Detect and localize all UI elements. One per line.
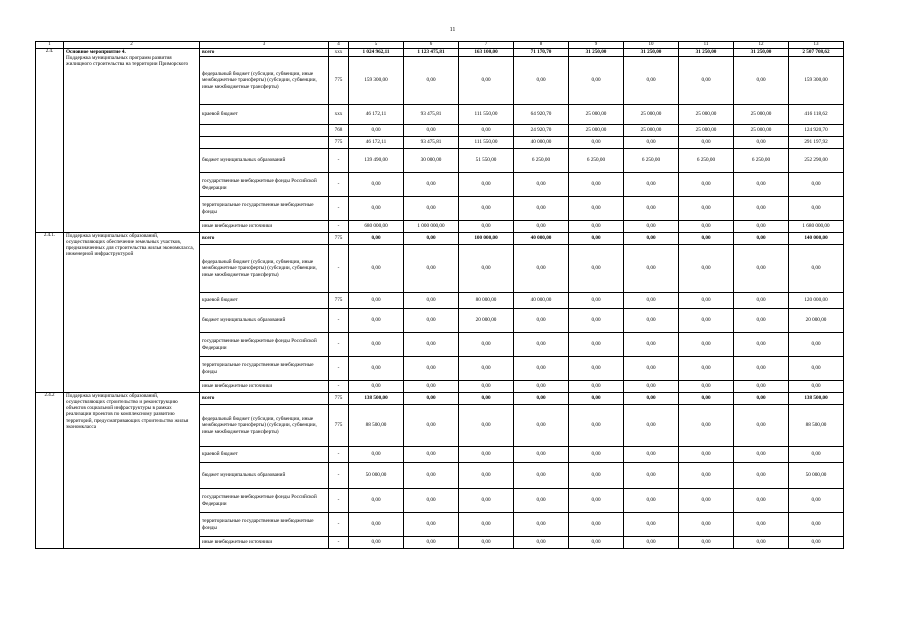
- amount-cell: 0,00: [459, 447, 514, 463]
- amount-cell: 0,00: [569, 513, 624, 537]
- amount-cell: 0,00: [514, 513, 569, 537]
- amount-cell: 0,00: [349, 381, 404, 393]
- amount-cell: 2 507 708,62: [789, 49, 844, 57]
- funding-source: федеральный бюджет (субсидии, субвенции, иные межбюджетные трансферты) (субсидии, субвенции, иные межбюджетные трансферты): [200, 57, 329, 105]
- amount-cell: 0,00: [569, 309, 624, 333]
- funding-source: краевой бюджет: [200, 293, 329, 309]
- amount-cell: 0,00: [404, 293, 459, 309]
- amount-cell: 0,00: [679, 57, 734, 105]
- amount-cell: 40 000,00: [514, 137, 569, 149]
- amount-cell: 20 000,00: [459, 309, 514, 333]
- funding-source: бюджет муниципальных образований: [200, 463, 329, 489]
- amount-cell: 0,00: [404, 393, 459, 405]
- column-number: 2: [64, 42, 200, 49]
- total-row: [36, 233, 844, 245]
- amount-cell: 0,00: [624, 463, 679, 489]
- amount-cell: 20 000,00: [789, 309, 844, 333]
- amount-cell: 0,00: [349, 537, 404, 549]
- amount-cell: 0,00: [514, 333, 569, 357]
- amount-cell: 25 000,00: [734, 125, 789, 137]
- amount-cell: 0,00: [349, 513, 404, 537]
- amount-cell: 0,00: [624, 447, 679, 463]
- amount-cell: 159 300,00: [349, 57, 404, 105]
- budget-code: 775: [329, 393, 349, 405]
- funding-source: [200, 125, 329, 137]
- column-number: 9: [569, 42, 624, 49]
- amount-cell: 0,00: [734, 137, 789, 149]
- funding-source: всего: [200, 49, 329, 57]
- amount-cell: 0,00: [349, 245, 404, 293]
- amount-cell: 0,00: [349, 309, 404, 333]
- amount-cell: 0,00: [734, 393, 789, 405]
- funding-source: государственные внебюджетные фонды Российской Федерации: [200, 489, 329, 513]
- amount-cell: 0,00: [514, 405, 569, 447]
- amount-cell: 0,00: [679, 293, 734, 309]
- amount-cell: 0,00: [404, 197, 459, 221]
- page-number: 11: [449, 27, 456, 33]
- column-number: 4: [329, 42, 349, 49]
- amount-cell: 0,00: [734, 57, 789, 105]
- amount-cell: 0,00: [569, 357, 624, 381]
- funding-source: федеральный бюджет (субсидии, субвенции, иные межбюджетные трансферты) (субсидии, субвенции, иные межбюджетные трансферты): [200, 245, 329, 293]
- amount-cell: 0,00: [679, 357, 734, 381]
- amount-cell: 0,00: [459, 381, 514, 393]
- amount-cell: 0,00: [514, 381, 569, 393]
- amount-cell: 0,00: [514, 357, 569, 381]
- amount-cell: 0,00: [569, 537, 624, 549]
- amount-cell: 0,00: [569, 405, 624, 447]
- budget-code: -: [329, 537, 349, 549]
- amount-cell: 111 550,00: [459, 137, 514, 149]
- amount-cell: 120 000,00: [789, 293, 844, 309]
- amount-cell: 1 024 962,11: [349, 49, 404, 57]
- amount-cell: 0,00: [404, 447, 459, 463]
- amount-cell: 0,00: [789, 489, 844, 513]
- budget-code: -: [329, 221, 349, 233]
- column-number-row: [36, 42, 844, 49]
- item-title-text: Поддержка муниципальных образований, осуществляющих строительство и реконструкцию объектов социальной инфраструктуры в рамках реализации проектов по комплексному развитию территорий, предусматривающих строительство жилья экономкласса: [66, 393, 189, 430]
- amount-cell: 0,00: [569, 489, 624, 513]
- total-row: [36, 393, 844, 405]
- amount-cell: 25 000,00: [679, 105, 734, 125]
- column-number: 13: [789, 42, 844, 49]
- amount-cell: 0,00: [679, 513, 734, 537]
- amount-cell: 0,00: [514, 57, 569, 105]
- amount-cell: 0,00: [404, 173, 459, 197]
- funding-source: государственные внебюджетные фонды Российской Федерации: [200, 173, 329, 197]
- amount-cell: 0,00: [569, 293, 624, 309]
- amount-cell: 0,00: [734, 447, 789, 463]
- funding-source: всего: [200, 233, 329, 245]
- budget-code: -: [329, 149, 349, 173]
- amount-cell: 0,00: [789, 245, 844, 293]
- amount-cell: 0,00: [459, 173, 514, 197]
- amount-cell: 51 550,00: [459, 149, 514, 173]
- amount-cell: 0,00: [624, 173, 679, 197]
- funding-source: иные внебюджетные источники: [200, 221, 329, 233]
- amount-cell: 252 290,00: [789, 149, 844, 173]
- total-row: [36, 49, 844, 57]
- amount-cell: 0,00: [459, 489, 514, 513]
- amount-cell: 0,00: [459, 393, 514, 405]
- amount-cell: 0,00: [789, 537, 844, 549]
- amount-cell: 0,00: [349, 357, 404, 381]
- amount-cell: 163 100,00: [459, 49, 514, 57]
- amount-cell: 0,00: [569, 381, 624, 393]
- amount-cell: 0,00: [569, 463, 624, 489]
- amount-cell: 0,00: [569, 221, 624, 233]
- item-title-heading: Основное мероприятие 4.: [66, 49, 126, 55]
- amount-cell: 0,00: [679, 463, 734, 489]
- amount-cell: 50 000,00: [349, 463, 404, 489]
- amount-cell: 0,00: [514, 489, 569, 513]
- budget-code: -: [329, 381, 349, 393]
- amount-cell: 0,00: [734, 309, 789, 333]
- funding-source: государственные внебюджетные фонды Российской Федерации: [200, 333, 329, 357]
- amount-cell: 6 250,00: [569, 149, 624, 173]
- amount-cell: 0,00: [734, 173, 789, 197]
- budget-code: 775: [329, 57, 349, 105]
- amount-cell: 0,00: [514, 463, 569, 489]
- amount-cell: 0,00: [349, 333, 404, 357]
- funding-source: территориальные государственные внебюджетные фонды: [200, 357, 329, 381]
- budget-code: 775: [329, 405, 349, 447]
- amount-cell: 0,00: [624, 137, 679, 149]
- amount-cell: 0,00: [624, 381, 679, 393]
- amount-cell: 138 500,00: [349, 393, 404, 405]
- funding-source: бюджет муниципальных образований: [200, 309, 329, 333]
- amount-cell: 0,00: [569, 197, 624, 221]
- amount-cell: 0,00: [459, 197, 514, 221]
- amount-cell: 0,00: [624, 245, 679, 293]
- amount-cell: 0,00: [459, 357, 514, 381]
- amount-cell: 0,00: [404, 463, 459, 489]
- amount-cell: 0,00: [679, 333, 734, 357]
- amount-cell: 140 000,00: [789, 233, 844, 245]
- amount-cell: 100 000,00: [459, 233, 514, 245]
- amount-cell: 0,00: [624, 513, 679, 537]
- funding-source: иные внебюджетные источники: [200, 381, 329, 393]
- amount-cell: 0,00: [569, 447, 624, 463]
- amount-cell: 680 000,00: [349, 221, 404, 233]
- amount-cell: 0,00: [404, 489, 459, 513]
- amount-cell: 0,00: [679, 393, 734, 405]
- amount-cell: 93 475,81: [404, 105, 459, 125]
- item-title-text: Поддержка муниципальных образований, осуществляющих обеспечение земельных участков, предназначенных для строительства жилья экономкласса, инженерной инфраструктурой: [66, 233, 194, 258]
- amount-cell: 0,00: [349, 197, 404, 221]
- amount-cell: 0,00: [404, 357, 459, 381]
- amount-cell: 0,00: [459, 537, 514, 549]
- amount-cell: 0,00: [404, 513, 459, 537]
- budget-code: -: [329, 463, 349, 489]
- amount-cell: 0,00: [734, 197, 789, 221]
- amount-cell: 111 550,00: [459, 105, 514, 125]
- budget-code: 775: [329, 293, 349, 309]
- amount-cell: 0,00: [734, 221, 789, 233]
- amount-cell: 0,00: [349, 125, 404, 137]
- amount-cell: 0,00: [514, 447, 569, 463]
- amount-cell: 25 000,00: [679, 125, 734, 137]
- budget-table: [35, 41, 844, 549]
- amount-cell: 0,00: [679, 537, 734, 549]
- amount-cell: 0,00: [734, 233, 789, 245]
- amount-cell: 0,00: [459, 513, 514, 537]
- item-title: [64, 393, 200, 549]
- budget-code: ххх: [329, 49, 349, 57]
- amount-cell: 0,00: [349, 173, 404, 197]
- amount-cell: 0,00: [624, 57, 679, 105]
- funding-source: [200, 137, 329, 149]
- budget-code: 775: [329, 137, 349, 149]
- amount-cell: 6 250,00: [514, 149, 569, 173]
- amount-cell: 0,00: [459, 333, 514, 357]
- budget-code: -: [329, 489, 349, 513]
- amount-cell: 0,00: [514, 245, 569, 293]
- funding-source: территориальные государственные внебюджетные фонды: [200, 513, 329, 537]
- funding-source: федеральный бюджет (субсидии, субвенции, иные межбюджетные трансферты) (субсидии, субвенции, иные межбюджетные трансферты): [200, 405, 329, 447]
- funding-source: всего: [200, 393, 329, 405]
- amount-cell: 1 680 000,00: [789, 221, 844, 233]
- amount-cell: 0,00: [624, 309, 679, 333]
- amount-cell: 31 250,00: [569, 49, 624, 57]
- amount-cell: 0,00: [404, 405, 459, 447]
- amount-cell: 0,00: [624, 357, 679, 381]
- item-title-text: Поддержка муниципальных программ развития жилищного строительства на территории Приморского: [66, 55, 189, 68]
- amount-cell: 0,00: [789, 381, 844, 393]
- amount-cell: 0,00: [679, 137, 734, 149]
- amount-cell: 0,00: [569, 137, 624, 149]
- amount-cell: 0,00: [789, 447, 844, 463]
- amount-cell: 0,00: [404, 309, 459, 333]
- budget-code: -: [329, 357, 349, 381]
- amount-cell: 88 500,00: [789, 405, 844, 447]
- amount-cell: 25 000,00: [624, 125, 679, 137]
- amount-cell: 0,00: [404, 233, 459, 245]
- amount-cell: 80 000,00: [459, 293, 514, 309]
- amount-cell: 0,00: [404, 333, 459, 357]
- amount-cell: 0,00: [349, 293, 404, 309]
- amount-cell: 25 000,00: [569, 105, 624, 125]
- amount-cell: 0,00: [404, 245, 459, 293]
- budget-code: -: [329, 513, 349, 537]
- amount-cell: 40 000,00: [514, 233, 569, 245]
- amount-cell: 0,00: [624, 233, 679, 245]
- amount-cell: 0,00: [404, 125, 459, 137]
- amount-cell: 0,00: [734, 293, 789, 309]
- amount-cell: 31 250,00: [734, 49, 789, 57]
- amount-cell: 71 170,70: [514, 49, 569, 57]
- amount-cell: 24 920,70: [514, 125, 569, 137]
- amount-cell: 416 118,62: [789, 105, 844, 125]
- amount-cell: 1 123 475,81: [404, 49, 459, 57]
- amount-cell: 0,00: [569, 245, 624, 293]
- amount-cell: 30 000,00: [404, 149, 459, 173]
- column-number: 5: [349, 42, 404, 49]
- funding-source: территориальные государственные внебюджетные фонды: [200, 197, 329, 221]
- amount-cell: 0,00: [459, 245, 514, 293]
- column-number: 1: [36, 42, 64, 49]
- item-title: [64, 233, 200, 393]
- amount-cell: 0,00: [459, 125, 514, 137]
- funding-source: краевой бюджет: [200, 105, 329, 125]
- amount-cell: 0,00: [679, 221, 734, 233]
- column-number: 6: [404, 42, 459, 49]
- amount-cell: 0,00: [734, 381, 789, 393]
- amount-cell: 0,00: [404, 537, 459, 549]
- amount-cell: 0,00: [734, 405, 789, 447]
- amount-cell: 25 000,00: [569, 125, 624, 137]
- amount-cell: 0,00: [569, 393, 624, 405]
- amount-cell: 0,00: [734, 245, 789, 293]
- funding-source: иные внебюджетные источники: [200, 537, 329, 549]
- amount-cell: 25 000,00: [734, 105, 789, 125]
- budget-code: 768: [329, 125, 349, 137]
- budget-code: ххх: [329, 105, 349, 125]
- amount-cell: 88 500,00: [349, 405, 404, 447]
- amount-cell: 0,00: [789, 197, 844, 221]
- amount-cell: 139 490,00: [349, 149, 404, 173]
- column-number: 10: [624, 42, 679, 49]
- amount-cell: 6 250,00: [679, 149, 734, 173]
- amount-cell: 0,00: [734, 463, 789, 489]
- amount-cell: 0,00: [349, 489, 404, 513]
- amount-cell: 0,00: [679, 405, 734, 447]
- amount-cell: 0,00: [734, 357, 789, 381]
- amount-cell: 0,00: [679, 381, 734, 393]
- amount-cell: 0,00: [789, 357, 844, 381]
- amount-cell: 0,00: [514, 393, 569, 405]
- amount-cell: 0,00: [679, 489, 734, 513]
- amount-cell: 1 000 000,00: [404, 221, 459, 233]
- amount-cell: 0,00: [789, 173, 844, 197]
- amount-cell: 31 250,00: [624, 49, 679, 57]
- amount-cell: 0,00: [624, 405, 679, 447]
- amount-cell: 0,00: [514, 173, 569, 197]
- amount-cell: 0,00: [459, 405, 514, 447]
- item-number: 2.4.2: [36, 393, 64, 549]
- amount-cell: 0,00: [734, 513, 789, 537]
- amount-cell: 0,00: [514, 309, 569, 333]
- amount-cell: 6 250,00: [734, 149, 789, 173]
- amount-cell: 0,00: [679, 245, 734, 293]
- budget-code: -: [329, 447, 349, 463]
- amount-cell: 0,00: [459, 221, 514, 233]
- amount-cell: 0,00: [569, 173, 624, 197]
- amount-cell: 138 500,00: [789, 393, 844, 405]
- amount-cell: 0,00: [569, 233, 624, 245]
- amount-cell: 25 000,00: [624, 105, 679, 125]
- budget-code: -: [329, 245, 349, 293]
- column-number: 8: [514, 42, 569, 49]
- amount-cell: 0,00: [349, 233, 404, 245]
- item-number: 2.4.1.: [36, 233, 64, 393]
- amount-cell: 50 000,00: [789, 463, 844, 489]
- budget-code: -: [329, 309, 349, 333]
- amount-cell: 46 172,11: [349, 137, 404, 149]
- amount-cell: 0,00: [624, 537, 679, 549]
- budget-code: -: [329, 197, 349, 221]
- budget-code: -: [329, 333, 349, 357]
- amount-cell: 0,00: [404, 381, 459, 393]
- amount-cell: 0,00: [459, 57, 514, 105]
- amount-cell: 0,00: [734, 489, 789, 513]
- amount-cell: 0,00: [624, 489, 679, 513]
- column-number: 12: [734, 42, 789, 49]
- column-number: 3: [200, 42, 329, 49]
- amount-cell: 0,00: [734, 537, 789, 549]
- amount-cell: 0,00: [679, 447, 734, 463]
- amount-cell: 0,00: [624, 197, 679, 221]
- item-title: [64, 49, 200, 233]
- funding-source: краевой бюджет: [200, 447, 329, 463]
- amount-cell: 93 475,81: [404, 137, 459, 149]
- amount-cell: 0,00: [514, 221, 569, 233]
- amount-cell: 0,00: [734, 333, 789, 357]
- amount-cell: 0,00: [349, 447, 404, 463]
- amount-cell: 0,00: [679, 197, 734, 221]
- amount-cell: 0,00: [624, 221, 679, 233]
- amount-cell: 0,00: [624, 393, 679, 405]
- amount-cell: 0,00: [624, 333, 679, 357]
- amount-cell: 6 250,00: [624, 149, 679, 173]
- amount-cell: 0,00: [679, 173, 734, 197]
- amount-cell: 0,00: [459, 463, 514, 489]
- amount-cell: 0,00: [514, 197, 569, 221]
- amount-cell: 0,00: [679, 309, 734, 333]
- amount-cell: 0,00: [789, 333, 844, 357]
- amount-cell: 124 920,70: [789, 125, 844, 137]
- amount-cell: 46 172,11: [349, 105, 404, 125]
- amount-cell: 40 000,00: [514, 293, 569, 309]
- amount-cell: 0,00: [404, 57, 459, 105]
- budget-code: -: [329, 173, 349, 197]
- amount-cell: 31 250,00: [679, 49, 734, 57]
- funding-source: бюджет муниципальных образований: [200, 149, 329, 173]
- amount-cell: 0,00: [569, 57, 624, 105]
- budget-code: 775: [329, 233, 349, 245]
- amount-cell: 0,00: [569, 333, 624, 357]
- amount-cell: 159 300,00: [789, 57, 844, 105]
- item-number: 2.4.: [36, 49, 64, 233]
- amount-cell: 64 920,70: [514, 105, 569, 125]
- amount-cell: 0,00: [514, 537, 569, 549]
- amount-cell: 0,00: [789, 513, 844, 537]
- column-number: 7: [459, 42, 514, 49]
- amount-cell: 0,00: [679, 233, 734, 245]
- column-number: 11: [679, 42, 734, 49]
- amount-cell: 0,00: [624, 293, 679, 309]
- amount-cell: 291 197,92: [789, 137, 844, 149]
